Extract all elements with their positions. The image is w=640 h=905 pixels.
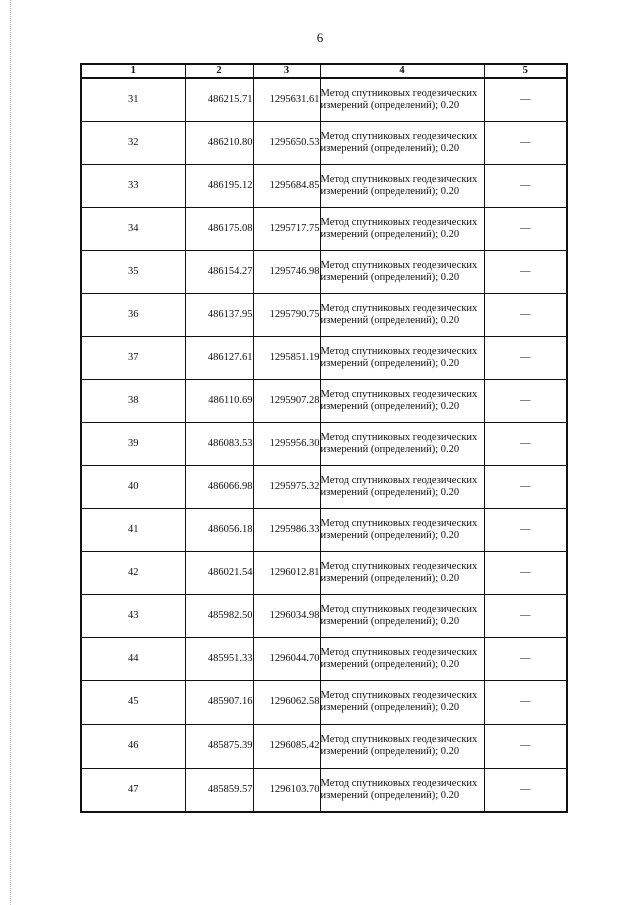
x-coordinate-cell: 485859.57 <box>185 768 253 812</box>
note-cell <box>484 121 567 164</box>
method-accuracy-cell: Метод спутниковых геодезических измерений (определений); 0.20 <box>320 768 484 812</box>
point-number-cell: 39 <box>81 422 185 465</box>
dash-mark: — <box>520 351 531 363</box>
note-cell <box>484 768 567 812</box>
method-accuracy-cell: Метод спутниковых геодезических измерений (определений); 0.20 <box>320 724 484 768</box>
point-number-cell: 38 <box>81 379 185 422</box>
y-coordinate-cell: 1295851.19 <box>253 336 320 379</box>
dash-mark: — <box>520 740 531 751</box>
method-accuracy-cell: Метод спутниковых геодезических измерений (определений); 0.20 <box>320 207 484 250</box>
x-coordinate-cell: 486175.08 <box>185 207 253 250</box>
table-row <box>81 724 567 768</box>
method-accuracy-cell: Метод спутниковых геодезических измерений (определений); 0.20 <box>320 637 484 680</box>
y-coordinate-cell: 1295650.53 <box>253 121 320 164</box>
x-coordinate-cell: 485875.39 <box>185 724 253 768</box>
column-header-4: 4 <box>320 64 484 78</box>
point-number-cell: 33 <box>81 164 185 207</box>
coordinates-table <box>80 63 568 813</box>
point-number-cell: 34 <box>81 207 185 250</box>
x-coordinate-cell: 486083.53 <box>185 422 253 465</box>
y-coordinate-cell: 1296062.58 <box>253 680 320 724</box>
y-coordinate-cell: 1296085.42 <box>253 724 320 768</box>
y-coordinate-cell: 1295746.98 <box>253 250 320 293</box>
dash-mark: — <box>520 93 531 105</box>
table-row <box>81 465 567 508</box>
note-cell <box>484 293 567 336</box>
method-accuracy-cell: Метод спутниковых геодезических измерений (определений); 0.20 <box>320 164 484 207</box>
point-number-cell: 46 <box>81 724 185 768</box>
note-cell <box>484 78 567 121</box>
note-cell <box>484 379 567 422</box>
note-cell <box>484 637 567 680</box>
dash-mark: — <box>520 783 531 795</box>
point-number-cell: 41 <box>81 508 185 551</box>
method-accuracy-cell: Метод спутниковых геодезических измерений (определений); 0.20 <box>320 680 484 724</box>
y-coordinate-cell: 1295956.30 <box>253 422 320 465</box>
dash-mark: — <box>520 265 531 277</box>
dash-mark: — <box>520 179 531 191</box>
note-cell <box>484 508 567 551</box>
note-cell <box>484 551 567 594</box>
table-row <box>81 78 567 121</box>
x-coordinate-cell: 486210.80 <box>185 121 253 164</box>
dash-mark: — <box>520 566 531 578</box>
table-row <box>81 250 567 293</box>
method-accuracy-cell: Метод спутниковых геодезических измерений (определений); 0.20 <box>320 379 484 422</box>
point-number-cell: 43 <box>81 594 185 637</box>
table-row <box>81 594 567 637</box>
dash-mark: — <box>520 308 531 320</box>
method-accuracy-cell: Метод спутниковых геодезических измерений (определений); 0.20 <box>320 293 484 336</box>
method-accuracy-cell: Метод спутниковых геодезических измерений (определений); 0.20 <box>320 250 484 293</box>
y-coordinate-cell: 1295986.33 <box>253 508 320 551</box>
note-cell <box>484 207 567 250</box>
dash-mark: — <box>520 394 531 406</box>
table-row <box>81 379 567 422</box>
x-coordinate-cell: 486110.69 <box>185 379 253 422</box>
dash-mark: — <box>520 609 531 621</box>
y-coordinate-cell: 1295907.28 <box>253 379 320 422</box>
table-row <box>81 637 567 680</box>
column-header-2: 2 <box>185 64 253 78</box>
point-number-cell: 45 <box>81 680 185 724</box>
x-coordinate-cell: 486195.12 <box>185 164 253 207</box>
column-header-1: 1 <box>81 64 185 78</box>
dash-mark: — <box>520 480 531 492</box>
x-coordinate-cell: 486021.54 <box>185 551 253 594</box>
table-body <box>81 78 567 812</box>
method-accuracy-cell: Метод спутниковых геодезических измерений (определений); 0.20 <box>320 508 484 551</box>
table-row <box>81 164 567 207</box>
table-row <box>81 293 567 336</box>
x-coordinate-cell: 486137.95 <box>185 293 253 336</box>
table-row <box>81 768 567 812</box>
x-coordinate-cell: 486056.18 <box>185 508 253 551</box>
y-coordinate-cell: 1296103.70 <box>253 768 320 812</box>
y-coordinate-cell: 1295717.75 <box>253 207 320 250</box>
dash-mark: — <box>520 523 531 535</box>
x-coordinate-cell: 486154.27 <box>185 250 253 293</box>
dash-mark: — <box>520 437 531 449</box>
point-number-cell: 35 <box>81 250 185 293</box>
note-cell <box>484 465 567 508</box>
method-accuracy-cell: Метод спутниковых геодезических измерений (определений); 0.20 <box>320 78 484 121</box>
note-cell <box>484 336 567 379</box>
point-number-cell: 42 <box>81 551 185 594</box>
y-coordinate-cell: 1296034.98 <box>253 594 320 637</box>
point-number-cell: 36 <box>81 293 185 336</box>
method-accuracy-cell: Метод спутниковых геодезических измерений (определений); 0.20 <box>320 336 484 379</box>
point-number-cell: 44 <box>81 637 185 680</box>
y-coordinate-cell: 1295790.75 <box>253 293 320 336</box>
table-header-row <box>81 64 567 78</box>
column-header-3: 3 <box>253 64 320 78</box>
method-accuracy-cell: Метод спутниковых геодезических измерений (определений); 0.20 <box>320 551 484 594</box>
point-number-cell: 37 <box>81 336 185 379</box>
y-coordinate-cell: 1295631.61 <box>253 78 320 121</box>
note-cell <box>484 164 567 207</box>
table-row <box>81 207 567 250</box>
point-number-cell: 47 <box>81 768 185 812</box>
point-number-cell: 31 <box>81 78 185 121</box>
y-coordinate-cell: 1296012.81 <box>253 551 320 594</box>
y-coordinate-cell: 1295684.85 <box>253 164 320 207</box>
left-margin-line <box>10 0 11 905</box>
table-row <box>81 121 567 164</box>
dash-mark: — <box>520 652 531 664</box>
note-cell <box>484 680 567 724</box>
y-coordinate-cell: 1296044.70 <box>253 637 320 680</box>
page-number: 6 <box>316 30 324 45</box>
method-accuracy-cell: Метод спутниковых геодезических измерений (определений); 0.20 <box>320 594 484 637</box>
point-number-cell: 32 <box>81 121 185 164</box>
dash-mark: — <box>520 222 531 234</box>
x-coordinate-cell: 485951.33 <box>185 637 253 680</box>
column-header-5: 5 <box>484 64 567 78</box>
method-accuracy-cell: Метод спутниковых геодезических измерений (определений); 0.20 <box>320 465 484 508</box>
note-cell <box>484 724 567 768</box>
point-number-cell: 40 <box>81 465 185 508</box>
x-coordinate-cell: 486215.71 <box>185 78 253 121</box>
y-coordinate-cell: 1295975.32 <box>253 465 320 508</box>
table-row <box>81 422 567 465</box>
table-row <box>81 680 567 724</box>
note-cell <box>484 250 567 293</box>
x-coordinate-cell: 486127.61 <box>185 336 253 379</box>
table-row <box>81 508 567 551</box>
dash-mark: — <box>520 136 531 148</box>
note-cell <box>484 594 567 637</box>
table-row <box>81 336 567 379</box>
table-row <box>81 551 567 594</box>
method-accuracy-cell: Метод спутниковых геодезических измерений (определений); 0.20 <box>320 121 484 164</box>
x-coordinate-cell: 486066.98 <box>185 465 253 508</box>
x-coordinate-cell: 485907.16 <box>185 680 253 724</box>
note-cell <box>484 422 567 465</box>
x-coordinate-cell: 485982.50 <box>185 594 253 637</box>
method-accuracy-cell: Метод спутниковых геодезических измерений (определений); 0.20 <box>320 422 484 465</box>
dash-mark: — <box>520 696 531 707</box>
